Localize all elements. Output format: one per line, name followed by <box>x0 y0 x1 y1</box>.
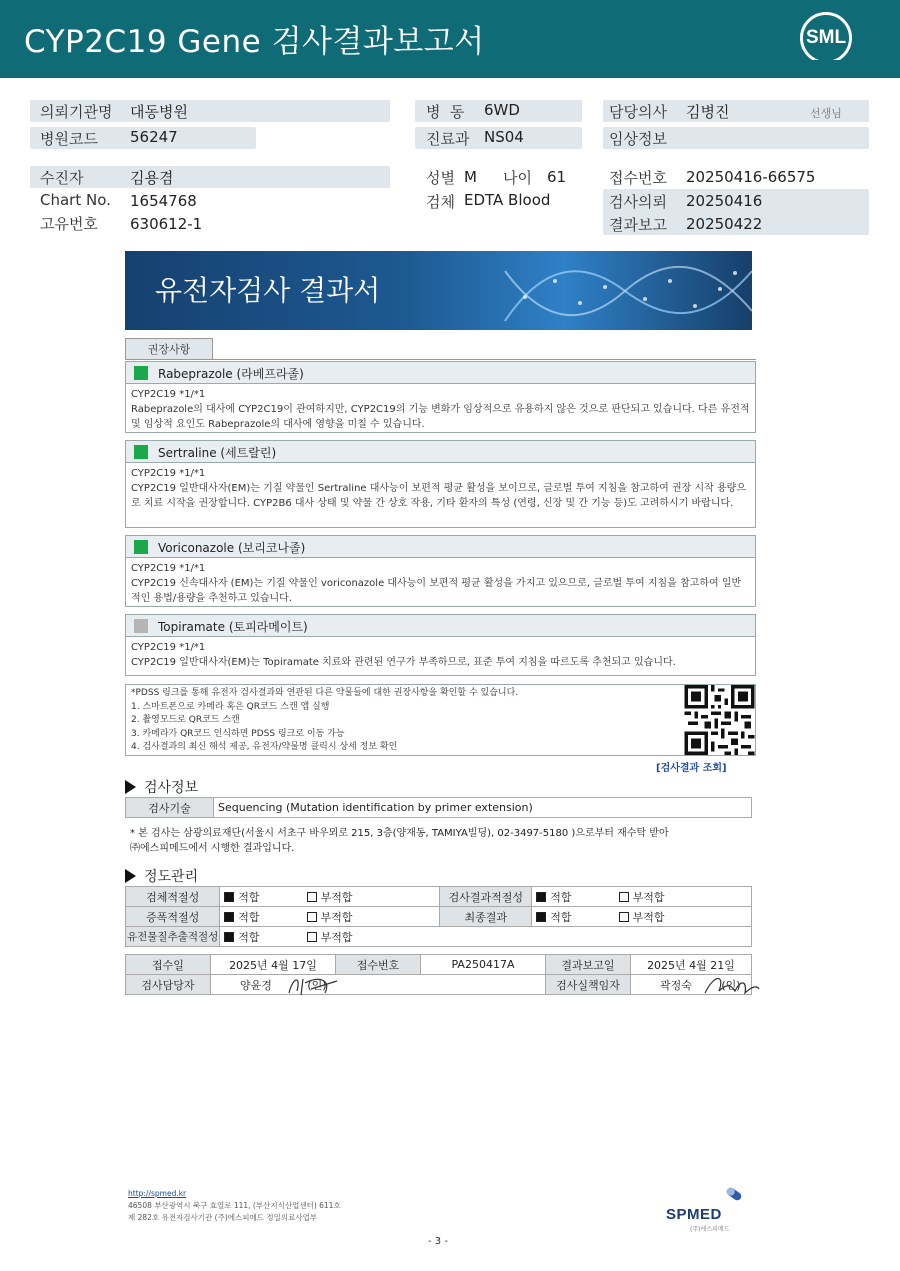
qc-dna-value <box>220 927 752 947</box>
id-value: 630612-1 <box>130 215 203 233</box>
footer-url[interactable]: http://spmed.kr <box>128 1189 187 1198</box>
pdss-info-box <box>125 684 756 756</box>
footer-address: 46508 부산광역시 북구 효열로 111, (부산지식산업센터) 611호 <box>128 1201 341 1210</box>
report-title: CYP2C19 Gene 검사결과보고서 <box>24 24 485 60</box>
tester-cell <box>211 975 546 995</box>
drug-name: Voriconazole (보리코나졸) <box>158 541 306 555</box>
doctor-value: 김병진 <box>686 103 730 121</box>
drug-body <box>126 558 755 606</box>
code-value: 56247 <box>130 128 178 146</box>
qc-specimen-label: 검체적절성 <box>126 887 220 907</box>
spmed-capsule-icon <box>722 1186 746 1204</box>
resp-cell <box>631 975 752 995</box>
ok-label: 적합 <box>550 910 572 924</box>
ng-label: 부적합 <box>632 890 665 904</box>
seal-mark: (인) <box>307 978 327 992</box>
tab-line <box>125 359 756 360</box>
ok-label: 적합 <box>238 910 260 924</box>
qc-result-label: 검사결과적절성 <box>440 887 532 907</box>
footer-cert: 제 282호 유전자검사기관 (주)에스피메드 정밀의료사업부 <box>128 1213 318 1222</box>
qc-specimen-value <box>220 887 440 907</box>
patient-value: 김용겸 <box>130 169 174 187</box>
qc-dna-label: 유전물질추출적절성 <box>126 927 220 947</box>
test-note-line: * 본 검사는 삼광의료재단(서울시 서초구 바우뫼로 215, 3층(양재동, TAMIYA빌딩), 02-3497-5180 )으로부터 재수탁 받아 <box>130 828 669 839</box>
method-label: 검사기술 <box>126 798 214 818</box>
qr-code-icon[interactable] <box>684 685 755 755</box>
inst-label: 의뢰기관명 <box>40 103 113 121</box>
ok-label: 적합 <box>550 890 572 904</box>
triangle-bullet-icon <box>125 780 136 794</box>
recv-label: 접수일 <box>126 955 211 975</box>
checked-box-icon <box>224 912 234 922</box>
report-value: 20250422 <box>686 215 763 233</box>
resp-value: 곽정숙 <box>660 978 692 992</box>
ng-label: 부적합 <box>320 930 353 944</box>
qc-result-value <box>532 887 752 907</box>
recommend-tab: 권장사항 <box>125 338 213 360</box>
pdss-line: 4. 검사결과의 최신 해석 제공, 유전자/약물명 클릭시 상세 정보 확인 <box>131 742 398 752</box>
sex-label: 성별 <box>426 169 455 187</box>
ng-label: 부적합 <box>320 890 353 904</box>
ng-label: 부적합 <box>632 910 665 924</box>
result-banner <box>125 251 752 330</box>
footer <box>128 1188 341 1224</box>
checked-box-icon <box>536 912 546 922</box>
drug-genotype: CYP2C19 *1/*1 <box>131 642 206 653</box>
drug-text: Rabeprazole의 대사에 CYP2C19이 관여하지만, CYP2C19의 기능 변화가 임상적으로 유용하지 않은 것으로 판단되고 있습니다. 다른 유전적 및 임상적 요인도 Rabeprazole의 대사에 영향을 미칠 수 있습니다. <box>131 404 750 430</box>
test-note <box>130 826 669 856</box>
no-label: 접수번호 <box>336 955 421 975</box>
tester-label: 검사담당자 <box>126 975 211 995</box>
sml-logo: SML <box>800 12 852 64</box>
checked-box-icon <box>224 932 234 942</box>
specimen-label: 검체 <box>426 193 455 211</box>
unchecked-box-icon <box>307 932 317 942</box>
qc-heading <box>125 866 198 886</box>
drug-text: CYP2C19 일반대사자(EM)는 기질 약물인 Sertraline 대사능이 보편적 평균 활성을 보이므로, 글로벌 투여 지침을 참고하여 권장 시작 용량으로 치료 시작을 권장합니다. CYP2B6 대사 상태 및 약물 간 상호 작용, 기타 환자의 특성 (연령, 신장 및 간 기능 등)도 고려하시기 바랍니다. <box>131 483 746 509</box>
method-value: Sequencing (Mutation identification by primer extension) <box>214 798 752 818</box>
clinical-label: 임상정보 <box>609 130 667 148</box>
age-label: 나이 <box>503 169 532 187</box>
signature-icon <box>701 969 761 999</box>
doctor-label: 담당의사 <box>609 103 667 121</box>
report-header <box>0 0 900 78</box>
drug-body <box>126 637 755 670</box>
inst-value: 대동병원 <box>130 103 188 121</box>
test-info-title: 검사정보 <box>144 780 199 796</box>
id-label: 고유번호 <box>40 215 98 233</box>
page-number: - 3 - <box>428 1236 448 1247</box>
unchecked-box-icon <box>307 892 317 902</box>
request-label: 검사의뢰 <box>609 193 667 211</box>
patient-bar <box>30 166 390 188</box>
age-value: 61 <box>547 168 567 186</box>
qc-title: 정도관리 <box>144 869 199 885</box>
drug-voriconazole <box>125 535 756 607</box>
rep-value: 2025년 4월 21일 <box>631 955 752 975</box>
doctor-suffix: 선생님 <box>810 107 842 120</box>
checked-box-icon <box>224 892 234 902</box>
qr-result-link[interactable]: [검사결과 조회] <box>656 763 727 774</box>
receipt-value: 20250416-66575 <box>686 168 816 186</box>
drug-rabeprazole <box>125 361 756 433</box>
drug-header <box>126 441 755 463</box>
unchecked-box-icon <box>619 912 629 922</box>
drug-genotype: CYP2C19 *1/*1 <box>131 389 206 400</box>
patient-label: 수진자 <box>40 169 84 187</box>
chart-value: 1654768 <box>130 192 197 210</box>
drug-genotype: CYP2C19 *1/*1 <box>131 468 206 479</box>
rep-label: 결과보고일 <box>546 955 631 975</box>
triangle-bullet-icon <box>125 869 136 883</box>
drug-genotype: CYP2C19 *1/*1 <box>131 563 206 574</box>
status-square-icon <box>134 540 148 554</box>
dept-label: 진료과 <box>426 130 470 148</box>
qc-amp-label: 증폭적절성 <box>126 907 220 927</box>
specimen-value: EDTA Blood <box>464 191 551 209</box>
signature-icon <box>281 971 341 999</box>
qc-final-value <box>532 907 752 927</box>
spmed-logo: SPMED <box>666 1206 722 1223</box>
status-square-icon <box>134 619 148 633</box>
drug-body <box>126 384 755 432</box>
test-note-line: ㈜에스피메드에서 시행한 결과입니다. <box>130 843 295 854</box>
test-method-table <box>125 797 752 818</box>
code-label: 병원코드 <box>40 130 98 148</box>
qc-table <box>125 886 752 947</box>
unchecked-box-icon <box>307 912 317 922</box>
ward-value: 6WD <box>484 101 520 119</box>
drug-name: Rabeprazole (라베프라졸) <box>158 367 304 381</box>
sign-table <box>125 954 752 995</box>
spmed-logo-sub: (주)에스피메드 <box>690 1226 730 1233</box>
drug-name: Sertraline (세트랄린) <box>158 446 277 460</box>
status-square-icon <box>134 366 148 380</box>
banner-title: 유전자검사 결과서 <box>155 274 381 307</box>
drug-sertraline <box>125 440 756 528</box>
qc-final-label: 최종결과 <box>440 907 532 927</box>
seal-mark: (인) <box>721 978 741 992</box>
drug-topiramate <box>125 614 756 676</box>
pdss-line: 2. 촬영모드로 QR코드 스캔 <box>131 715 240 725</box>
test-info-heading <box>125 777 198 797</box>
dept-value: NS04 <box>484 128 524 146</box>
pdss-line: *PDSS 링크를 통해 유전자 검사결과와 연관된 다른 약물들에 대한 권장사항을 확인할 수 있습니다. <box>131 688 519 698</box>
recv-value: 2025년 4월 17일 <box>211 955 336 975</box>
status-square-icon <box>134 445 148 459</box>
drug-text: CYP2C19 신속대사자 (EM)는 기질 약물인 voriconazole 대사능이 보편적 평균 활성을 가지고 있으므로, 글로벌 투여 지침을 참고하여 일반적인 용법/용량을 추천하고 있습니다. <box>131 578 742 604</box>
ok-label: 적합 <box>238 890 260 904</box>
sex-value: M <box>464 168 477 186</box>
request-value: 20250416 <box>686 192 763 210</box>
qc-amp-value <box>220 907 440 927</box>
drug-header <box>126 536 755 558</box>
checked-box-icon <box>536 892 546 902</box>
chart-label: Chart No. <box>40 191 111 209</box>
drug-text: CYP2C19 일반대사자(EM)는 Topiramate 치료와 관련된 연구가 부족하므로, 표준 투여 지침을 따르도록 추천되고 있습니다. <box>131 657 676 668</box>
drug-name: Topiramate (토피라메이트) <box>158 620 308 634</box>
drug-body <box>126 463 755 511</box>
report-label: 결과보고 <box>609 216 667 234</box>
ng-label: 부적합 <box>320 910 353 924</box>
pdss-line: 3. 카메라가 QR코드 인식하면 PDSS 링크로 이동 가능 <box>131 728 345 739</box>
receipt-label: 접수번호 <box>609 169 667 187</box>
drug-header <box>126 615 755 637</box>
ok-label: 적합 <box>238 930 260 944</box>
tester-value: 양윤경 <box>240 978 272 992</box>
unchecked-box-icon <box>619 892 629 902</box>
no-value: PA250417A <box>421 955 546 975</box>
logo-gap <box>804 60 848 64</box>
drug-header <box>126 362 755 384</box>
resp-label: 검사실책임자 <box>546 975 631 995</box>
ward-label: 병 동 <box>426 103 465 121</box>
pdss-line: 1. 스마트폰으로 카메라 혹은 QR코드 스캔 앱 실행 <box>131 701 330 712</box>
